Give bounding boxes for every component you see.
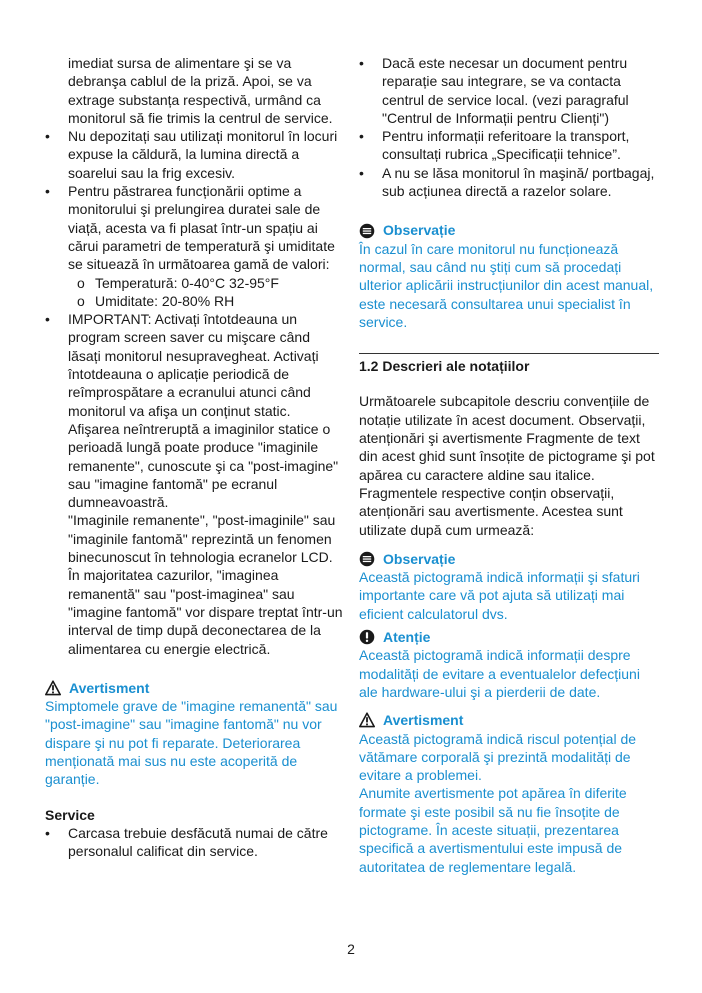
section-title: 1.2 Descrieri ale notațiilor (359, 358, 530, 375)
note-title: Observație (383, 222, 456, 239)
list-item: • A nu se lăsa monitorul în maşină/ portbagaj, sub acțiunea directă a razelor solare. (359, 164, 659, 201)
note-text: Această pictogramă indică informații şi sfaturi importante care vă pot ajuta să utilizați mai eficient calculatorul dvs. (359, 569, 640, 622)
note-heading (359, 550, 659, 568)
note-title: Observație (383, 550, 456, 567)
sub-list-item: o Umiditate: 20-80% RH (45, 292, 345, 310)
caution-block (359, 628, 659, 701)
caution-heading (359, 628, 659, 646)
warning-block (359, 711, 659, 876)
warning-text-extra: Anumite avertismente pot apărea în diferite formate şi este posibil să nu fie însoțite de pictograme. În aceste situații, prezentarea specifică a avertismentului este impusă de autoritatea de reglementare legală. (359, 785, 627, 875)
warning-heading (359, 711, 659, 729)
left-column (45, 54, 345, 860)
page-number: 2 (347, 941, 355, 957)
sub-list-item: o Temperatură: 0-40°C 32-95°F (45, 274, 345, 292)
section-divider (359, 353, 659, 375)
note-icon (359, 551, 375, 567)
right-column (359, 54, 659, 876)
list-item: • IMPORTANT: Activați întotdeauna un program screen saver cu mişcare când lăsați monitorul nesupravegheat. Activați întotdeauna o aplicație periodică de reîmprospătare a ecranului atunci când monitorul va afişa un conținut static. Afişarea neîntreruptă a imaginilor statice o perioadă lungă poate produce "imaginile remanente", cunoscute şi ca "post-imagine" sau "imagine fantomă" pe ecranul dumneavoastră. (45, 310, 345, 511)
note-text: În cazul în care monitorul nu funcționează normal, sau când nu ştiți cum să procedați ulterior aplicării instrucțiunilor din acest manual, este necesară consultarea unui specialist în service. (359, 240, 654, 330)
warning-triangle-icon (359, 712, 375, 728)
warning-block (45, 679, 345, 789)
service-heading: Service (45, 806, 95, 823)
list-item: • Pentru informații referitoare la transport, consultați rubrica „Specificații tehnice”. (359, 127, 659, 164)
warning-title: Avertisment (69, 679, 150, 696)
list-item: • Carcasa trebuie desfăcută numai de către personalul calificat din service. (45, 824, 345, 861)
warning-text: Această pictogramă indică riscul potențial de vătămare corporală şi prezintă modalități de evitare a problemei. (359, 730, 637, 784)
list-item: • Dacă este necesar un document pentru reparație sau integrare, se va contacta centrul de service local. (vezi paragraful "Centrul de Informații pentru Clienți") (359, 54, 659, 127)
warning-triangle-icon (45, 680, 61, 696)
continued-paragraph: imediat sursa de alimentare şi se va debranşa cablul de la priză. Apoi, se va extrage substanța respectivă, urmând ca monitorul să fie trimis la centrul de service. (68, 55, 333, 126)
warning-heading (45, 679, 345, 697)
caution-text: Această pictogramă indică informații despre modalități de evitare a eventualelor defecțiuni ale hardware-ului şi a pierderii de date. (359, 647, 640, 700)
warning-title: Avertisment (383, 712, 464, 729)
service-section (45, 806, 345, 861)
intro-paragraph: Următoarele subcapitole descriu convențiile de notație utilizate în acest document. Observații, atenționări şi avertismente Fragmente de text din acest ghid sunt însoțite de pictograme şi pot apărea cu caractere aldine sau italice. Fragmentele respective conțin observații, atenționări sau avertismente. Acestea sunt utilizate după cum urmează: (359, 393, 655, 538)
note-icon (359, 223, 375, 239)
list-item: • Nu depozitați sau utilizați monitorul în locuri expuse la căldură, la lumina directă a soarelui sau la frig excesiv. (45, 127, 345, 182)
warning-text: Simptomele grave de "imagine remanentă" sau "post-imagine" sau "imagine fantomă" nu vor dispare şi nu pot fi reparate. Deteriorarea menționată mai sus nu este acoperită de garanție. (45, 698, 338, 788)
caution-title: Atenție (383, 629, 431, 646)
exclamation-circle-icon (359, 629, 375, 645)
note-block (359, 221, 659, 331)
note-heading (359, 221, 659, 239)
note-block (359, 550, 659, 623)
list-item-continuation: "Imaginile remanente", "post-imaginile" sau "imaginile fantomă" reprezintă un fenomen binecunoscut în tehnologia ecranelor LCD. În majoritatea cazurilor, "imaginea remanentă" sau "post-imaginea" sau "imagine fantomă" vor dispare treptat într-un interval de timp după deconectarea de la alimentarea cu energie electrică. (68, 512, 343, 657)
list-item: • Pentru păstrarea funcționării optime a monitorului şi prelungirea duratei sale de viață, acesta va fi plasat într-un spațiu ai cărui parametri de temperatură şi umiditate se situează în următoarea gamă de valori: (45, 182, 345, 273)
